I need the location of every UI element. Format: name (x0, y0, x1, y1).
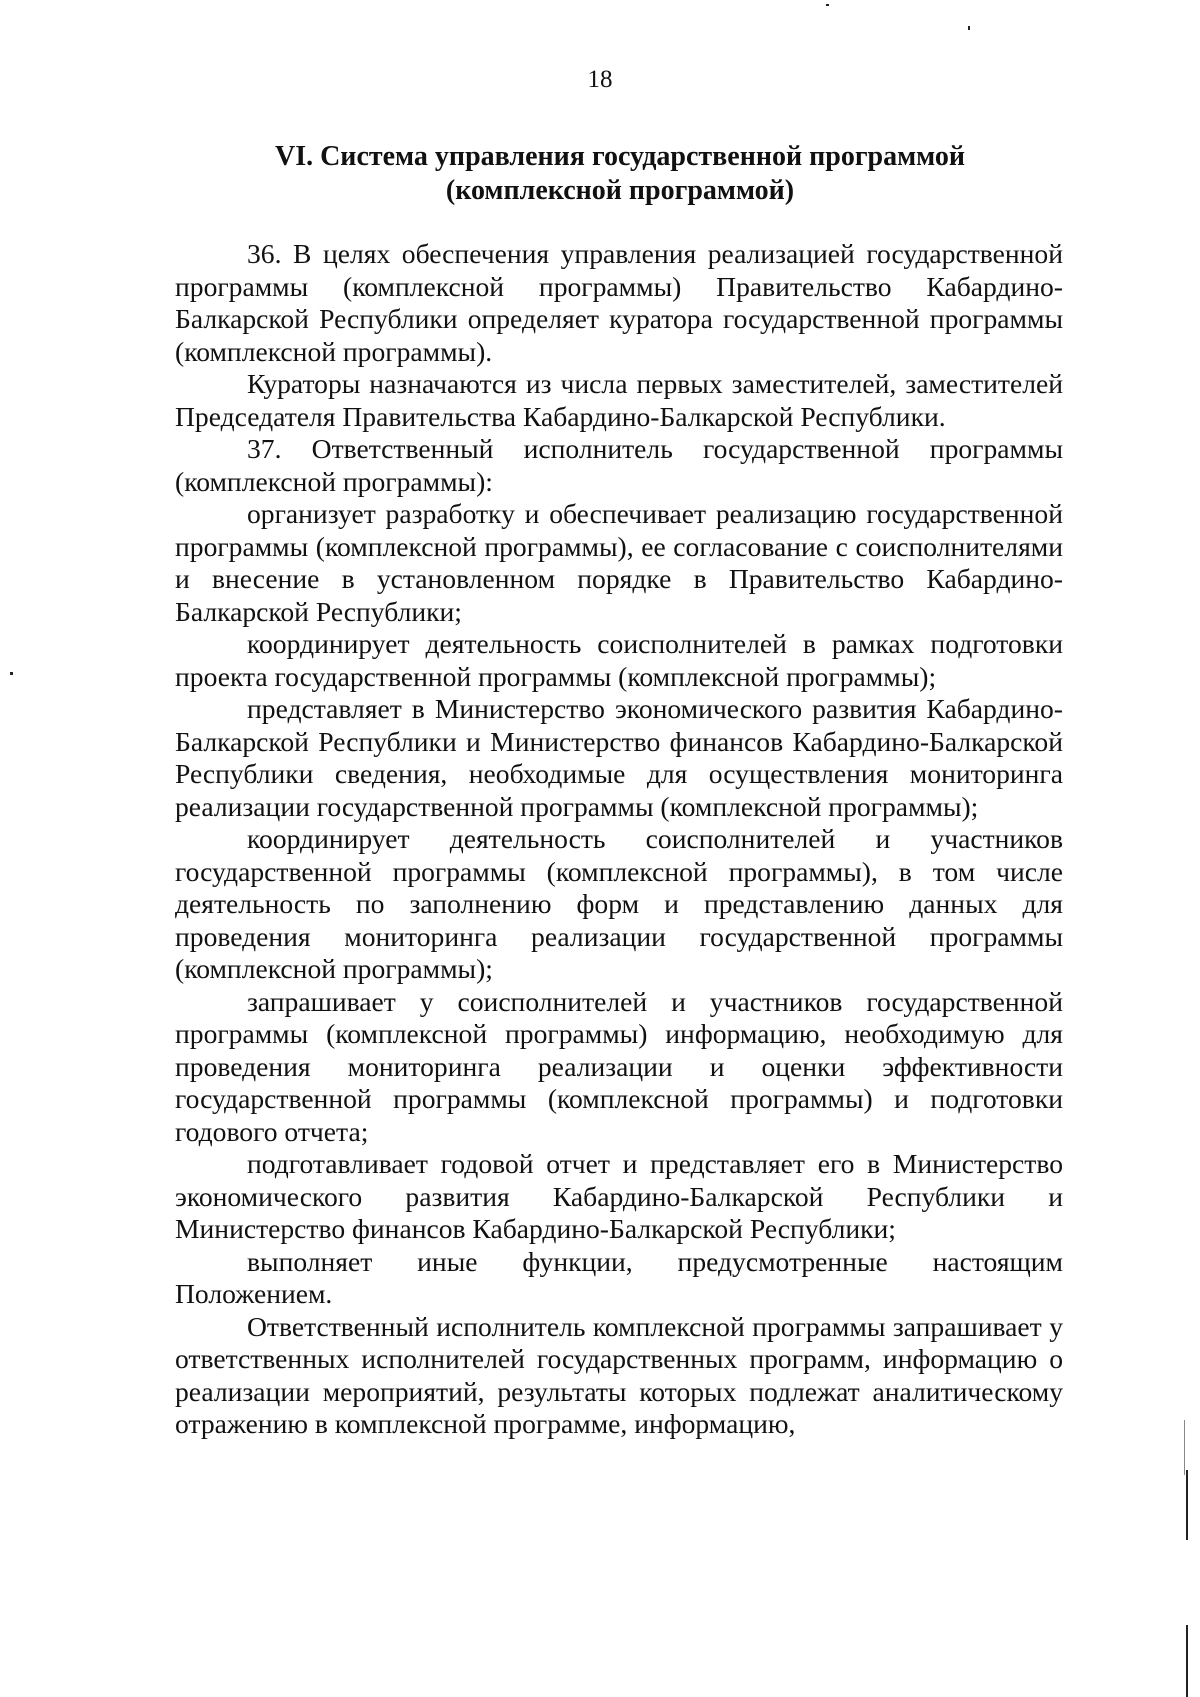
paragraph-37: 37. Ответственный исполнитель государственной программы (комплексной программы): (175, 433, 1063, 497)
list-item-submits-info: представляет в Министерство экономического развития Кабардино-Балкарской Республики и Министерство финансов Кабардино-Балкарской Республики сведения, необходимые для осуществления мониторинга реализации государственной программы (комплексной программы); (175, 693, 1063, 822)
list-item-organizes: организует разработку и обеспечивает реализацию государственной программы (комплексной программы), ее согласование с соисполнителями и внесение в установленном порядке в Правительство Кабардино-Балкарской Республики; (175, 498, 1063, 627)
list-item-annual-report: подготавливает годовой отчет и представляет его в Министерство экономического развития Кабардино-Балкарской Республики и Министерство финансов Кабардино-Балкарской Республики; (175, 1148, 1063, 1244)
document-body (175, 238, 1063, 1441)
list-item-coordinates-participants: координирует деятельность соисполнителей и участников государственной программы (комплексной программы), в том числе деятельность по заполнению форм и представлению данных для проведения мониторинга реализации государственной программы (комплексной программы); (175, 823, 1063, 984)
scan-line (1184, 1420, 1185, 1475)
scan-line (1186, 1625, 1188, 1697)
paragraph-complex-program: Ответственный исполнитель комплексной программы запрашивает у ответственных исполнителей государственных программ, информацию о реализации мероприятий, результаты которых подлежат аналитическому отражению в комплексной программе, информацию, (175, 1310, 1063, 1439)
paragraph-36: 36. В целях обеспечения управления реализацией государственной программы (комплексной программы) Правительство Кабардино-Балкарской Республики определяет куратора государственной программы (комплексной программы). (175, 238, 1063, 367)
section-heading (175, 140, 1065, 208)
list-item-coordinates-project: координирует деятельность соисполнителей в рамках подготовки проекта государственной программы (комплексной программы); (175, 628, 1063, 692)
paragraph-curators: Кураторы назначаются из числа первых заместителей, заместителей Председателя Правительства Кабардино-Балкарской Республики. (175, 368, 1063, 432)
scan-dot (10, 672, 13, 675)
list-item-requests-info: запрашивает у соисполнителей и участников государственной программы (комплексной программы) информацию, необходимую для проведения мониторинга реализации и оценки эффективности государственной программы (комплексной программы) и подготовки годового отчета; (175, 985, 1063, 1147)
section-title-line-1: VI. Система управления государственной программой (274, 141, 966, 172)
page-number: 18 (587, 66, 613, 93)
section-title-line-2: (комплексной программой) (445, 175, 795, 206)
scan-dot (826, 4, 829, 6)
list-item-other-functions: выполняет иные функции, предусмотренные настоящим Положением. (175, 1245, 1063, 1309)
scan-dot (968, 26, 970, 30)
scan-line (1186, 1470, 1188, 1540)
